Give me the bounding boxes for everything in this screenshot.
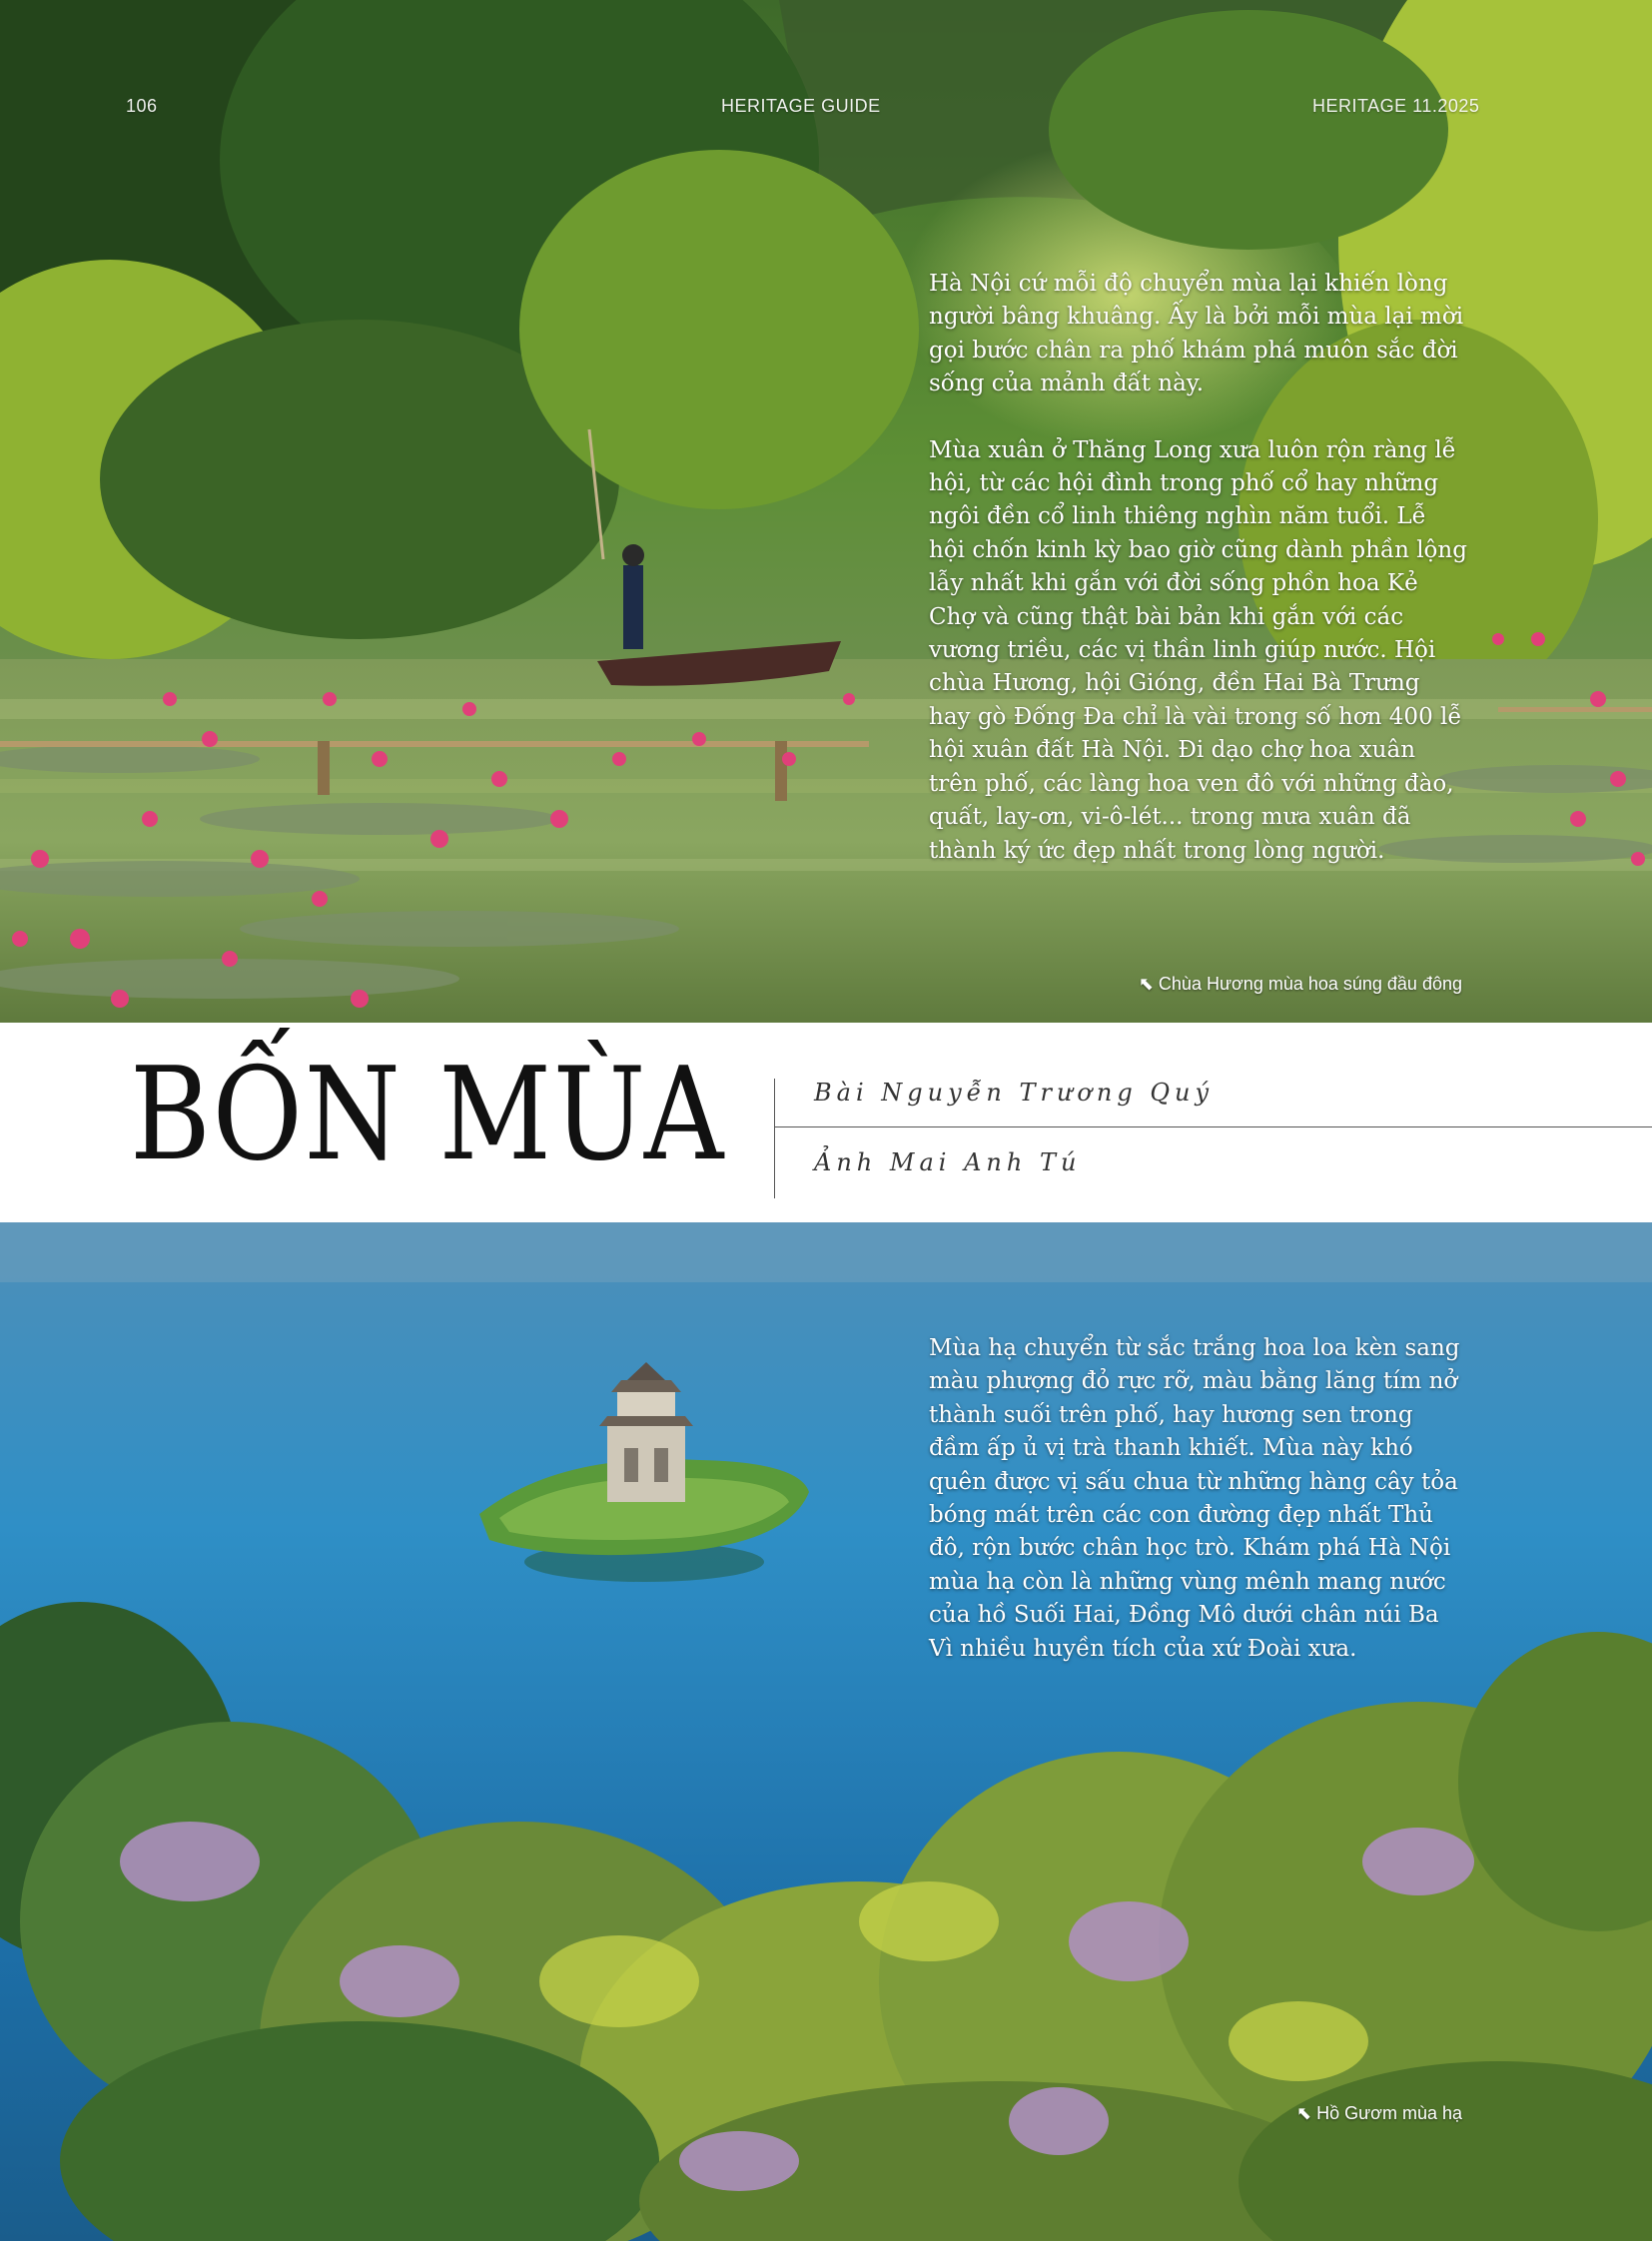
paragraph-intro: Hà Nội cứ mỗi độ chuyển mùa lại khiến lòng người bâng khuâng. Ấy là bởi mỗi mùa lại mời gọi bước chân ra phố khám phá muôn sắc đời sống của mảnh đất này. — [929, 271, 1464, 397]
paragraph-summer: Mùa hạ chuyển từ sắc trắng hoa loa kèn sang màu phượng đỏ rực rỡ, màu bằng lăng tím nở thành suối trên phố, hay hương sen trong đầm ấp ủ vị trà thanh khiết. Mùa này khó quên được vị sấu chua từ những hàng cây tỏa bóng mát trên các con đường đẹp nhất Thủ đô, rộn bước chân học trò. Khám phá Hà Nội mùa hạ còn là những vùng mênh mang nước của hồ Suối Hai, Đồng Mô dưới chân núi Ba Vì nhiều huyền tích của xứ Đoài xưa. — [929, 1335, 1460, 1662]
caption-text-top: Chùa Hương mùa hoa súng đầu đông — [1158, 974, 1462, 994]
article-title: BỐN MÙA — [130, 1041, 726, 1189]
arrow-up-left-icon: ⬉ — [1296, 2103, 1312, 2123]
article-text-bottom — [929, 1332, 1468, 1699]
title-band — [0, 1023, 1652, 1222]
byline-author: Bài Nguyễn Trương Quý — [814, 1079, 1215, 1107]
byline-divider-horizontal — [774, 1126, 1652, 1127]
byline-photographer: Ảnh Mai Anh Tú — [814, 1148, 1082, 1176]
photo-caption-bottom — [1296, 2103, 1462, 2124]
byline-divider-vertical — [774, 1079, 775, 1198]
arrow-up-left-icon: ⬉ — [1138, 974, 1154, 994]
issue-label: HERITAGE 11.2025 — [1312, 96, 1480, 116]
section-name: HERITAGE GUIDE — [721, 96, 881, 116]
caption-text-bottom: Hồ Gươm mùa hạ — [1316, 2103, 1462, 2123]
paragraph-spring: Mùa xuân ở Thăng Long xưa luôn rộn ràng lễ hội, từ các hội đình trong phố cổ hay những ngôi đền cổ linh thiêng nghìn năm tuổi. Lễ hội chốn kinh kỳ bao giờ cũng dành phần lộng lẫy nhất khi gắn với đời sống phồn hoa Kẻ Chợ và cũng thật bài bản khi gắn với các vương triều, các vị thần linh giúp nước. Hội chùa Hương, hội Gióng, đền Hai Bà Trưng hay gò Đống Đa chỉ là vài trong số hơn 400 lễ hội xuân đất Hà Nội. Đi dạo chợ hoa xuân trên phố, các làng hoa ven đô với những đào, quất, lay-ơn, vi-ô-lét... trong mưa xuân đã thành ký ức đẹp nhất trong lòng người. — [929, 436, 1467, 864]
page-number: 106 — [126, 96, 158, 116]
photo-caption-top — [1139, 974, 1462, 995]
article-text-top — [929, 268, 1468, 901]
